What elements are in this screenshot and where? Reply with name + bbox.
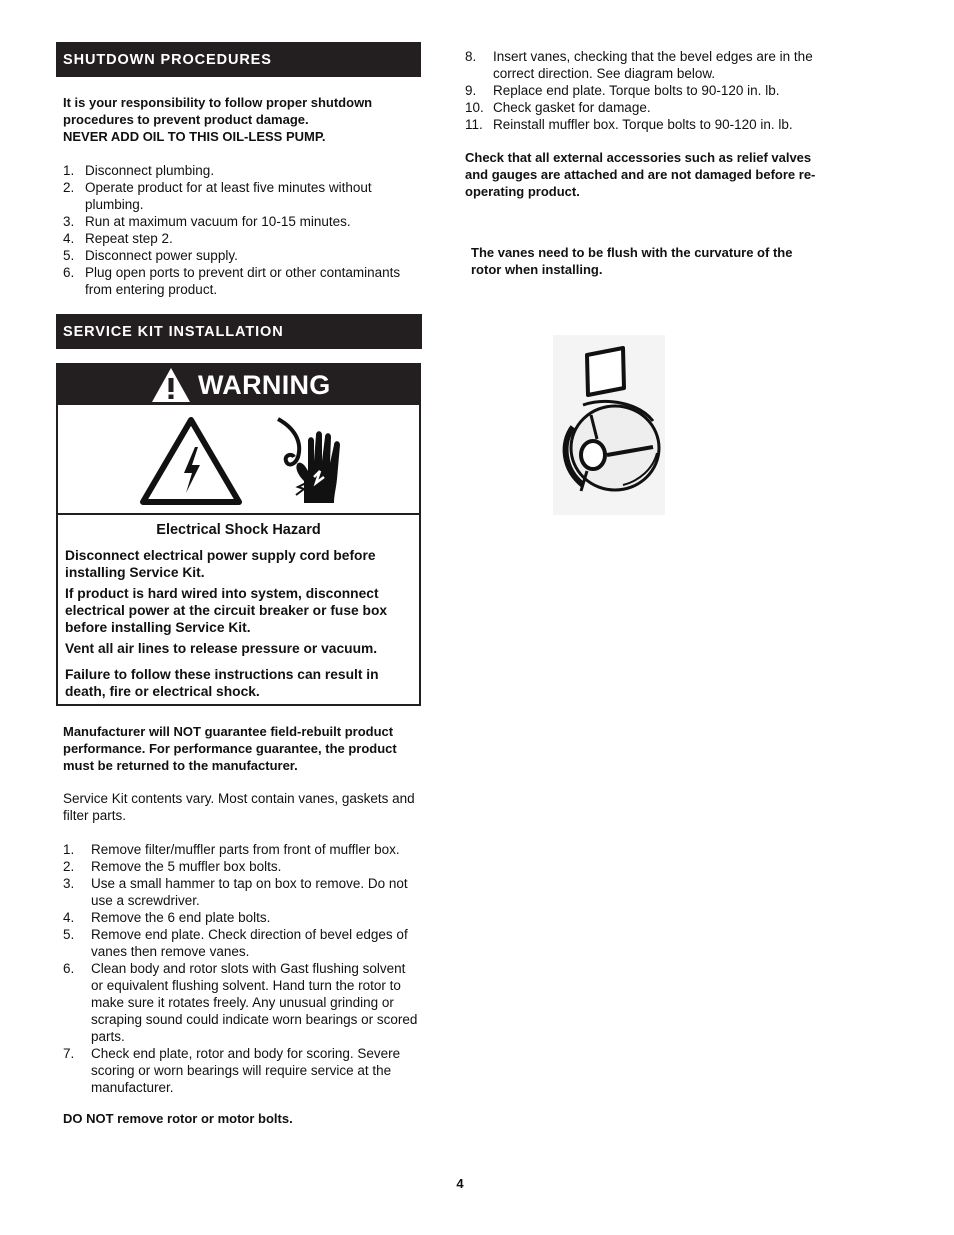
- list-item-text: Remove the 5 muffler box bolts.: [91, 859, 282, 874]
- list-item-text: Replace end plate. Torque bolts to 90-120 in. lb.: [493, 83, 780, 98]
- kit-contents-note: Service Kit contents vary. Most contain vanes, gaskets and filter parts.: [63, 791, 415, 823]
- list-item-text: Remove filter/muffler parts from front of muffler box.: [91, 842, 400, 857]
- list-item-number: 10.: [465, 100, 484, 115]
- list-item: [63, 841, 419, 858]
- list-item-text: Reinstall muffler box. Torque bolts to 90-120 in. lb.: [493, 117, 793, 132]
- do-not-remove-note: DO NOT remove rotor or motor bolts.: [63, 1111, 293, 1126]
- list-item-number: 11.: [465, 117, 483, 132]
- list-item-text: Clean body and rotor slots with Gast flushing solvent or equivalent flushing solvent. Hand turn the rotor to make sure it rotates freely. Any unusual grinding or scraping sound could indicate worn bearings or scored parts.: [91, 961, 418, 1044]
- list-item-text: Remove end plate. Check direction of bevel edges of vanes then remove vanes.: [91, 927, 408, 959]
- list-item-text: Use a small hammer to tap on box to remove. Do not use a screwdriver.: [91, 876, 408, 908]
- list-item-text: Check gasket for damage.: [493, 100, 651, 115]
- list-item: [63, 162, 408, 179]
- list-item: [465, 116, 825, 133]
- hazard-line-failure: Failure to follow these instructions can result in death, fire or electrical shock.: [65, 667, 379, 699]
- list-item-text: Insert vanes, checking that the bevel edges are in the correct direction. See diagram below.: [493, 49, 813, 81]
- list-item-number: 5.: [63, 927, 75, 942]
- list-item: [63, 179, 408, 213]
- warning-pictograms: [58, 405, 419, 515]
- list-item: [63, 875, 419, 909]
- vane-flush-note: The vanes need to be flush with the curvature of the rotor when installing.: [471, 245, 793, 277]
- list-item-number: 8.: [465, 49, 477, 64]
- rotor-vane-diagram: [553, 335, 665, 515]
- list-item-number: 2.: [63, 859, 75, 874]
- warning-title: WARNING: [198, 369, 331, 400]
- shutdown-intro-responsibility: It is your responsibility to follow proper shutdown procedures to prevent product damage.: [63, 95, 373, 127]
- list-item-text: Repeat step 2.: [85, 231, 173, 246]
- shutdown-header-text: SHUTDOWN PROCEDURES: [63, 51, 272, 68]
- service-steps-continued-list: [465, 48, 825, 133]
- list-item-number: 4.: [63, 910, 75, 925]
- list-item-number: 3.: [63, 876, 75, 891]
- shutdown-intro: [63, 94, 393, 145]
- shutdown-steps-list: [63, 162, 408, 298]
- list-item-number: 1.: [63, 163, 75, 178]
- warning-text: [58, 515, 419, 700]
- list-item: [465, 82, 825, 99]
- list-item: [63, 960, 419, 1045]
- list-item: [465, 99, 825, 116]
- service-kit-header-text: SERVICE KIT INSTALLATION: [63, 323, 284, 340]
- list-item-text: Disconnect power supply.: [85, 248, 238, 263]
- list-item-text: Operate product for at least five minutes without plumbing.: [85, 180, 372, 212]
- list-item-text: Plug open ports to prevent dirt or other contaminants from entering product.: [85, 265, 401, 297]
- hazard-line-hardwired: If product is hard wired into system, disconnect electrical power at the circuit breaker or fuse box before installing Service Kit.: [65, 586, 388, 635]
- guarantee-note: Manufacturer will NOT guarantee field-rebuilt product performance. For performance guarantee, the product must be returned to the manufacturer.: [63, 724, 397, 773]
- list-item: [63, 926, 419, 960]
- electrical-hazard-icon: [140, 417, 242, 505]
- list-item-number: 1.: [63, 842, 75, 857]
- list-item: [63, 230, 408, 247]
- list-item-number: 6.: [63, 961, 75, 976]
- list-item-number: 4.: [63, 231, 75, 246]
- list-item-number: 3.: [63, 214, 75, 229]
- list-item: [63, 858, 419, 875]
- list-item-number: 5.: [63, 248, 75, 263]
- list-item-text: Remove the 6 end plate bolts.: [91, 910, 271, 925]
- service-kit-header: [56, 314, 422, 349]
- service-steps-list: [63, 841, 419, 1096]
- list-item-number: 7.: [63, 1046, 75, 1061]
- list-item: [63, 1045, 419, 1096]
- accessories-check-note: Check that all external accessories such as relief valves and gauges are attached and are not damaged before re-operating product.: [465, 150, 816, 199]
- list-item: [63, 213, 408, 230]
- list-item-text: Run at maximum vacuum for 10-15 minutes.: [85, 214, 351, 229]
- list-item: [63, 247, 408, 264]
- list-item-number: 9.: [465, 83, 477, 98]
- shutdown-header: [56, 42, 421, 77]
- list-item: [465, 48, 825, 82]
- warning-box: [56, 363, 421, 706]
- list-item-text: Check end plate, rotor and body for scoring. Severe scoring or worn bearings will require service at the manufacturer.: [91, 1046, 401, 1095]
- list-item-number: 2.: [63, 180, 75, 195]
- hazard-line-vent: Vent all air lines to release pressure or vacuum.: [65, 641, 378, 656]
- list-item: [63, 264, 408, 298]
- warning-bar: [58, 365, 419, 405]
- hazard-line-disconnect: Disconnect electrical power supply cord before installing Service Kit.: [65, 548, 376, 580]
- page-number: 4: [456, 1176, 464, 1191]
- vane-part: [587, 348, 624, 395]
- list-item-text: Disconnect plumbing.: [85, 163, 215, 178]
- warning-triangle-icon: [150, 366, 192, 404]
- list-item-number: 6.: [63, 265, 75, 280]
- hazard-title: Electrical Shock Hazard: [156, 522, 321, 538]
- list-item: [63, 909, 419, 926]
- shutdown-intro-no-oil: NEVER ADD OIL TO THIS OIL-LESS PUMP.: [63, 129, 326, 144]
- hand-shock-icon: [268, 417, 348, 505]
